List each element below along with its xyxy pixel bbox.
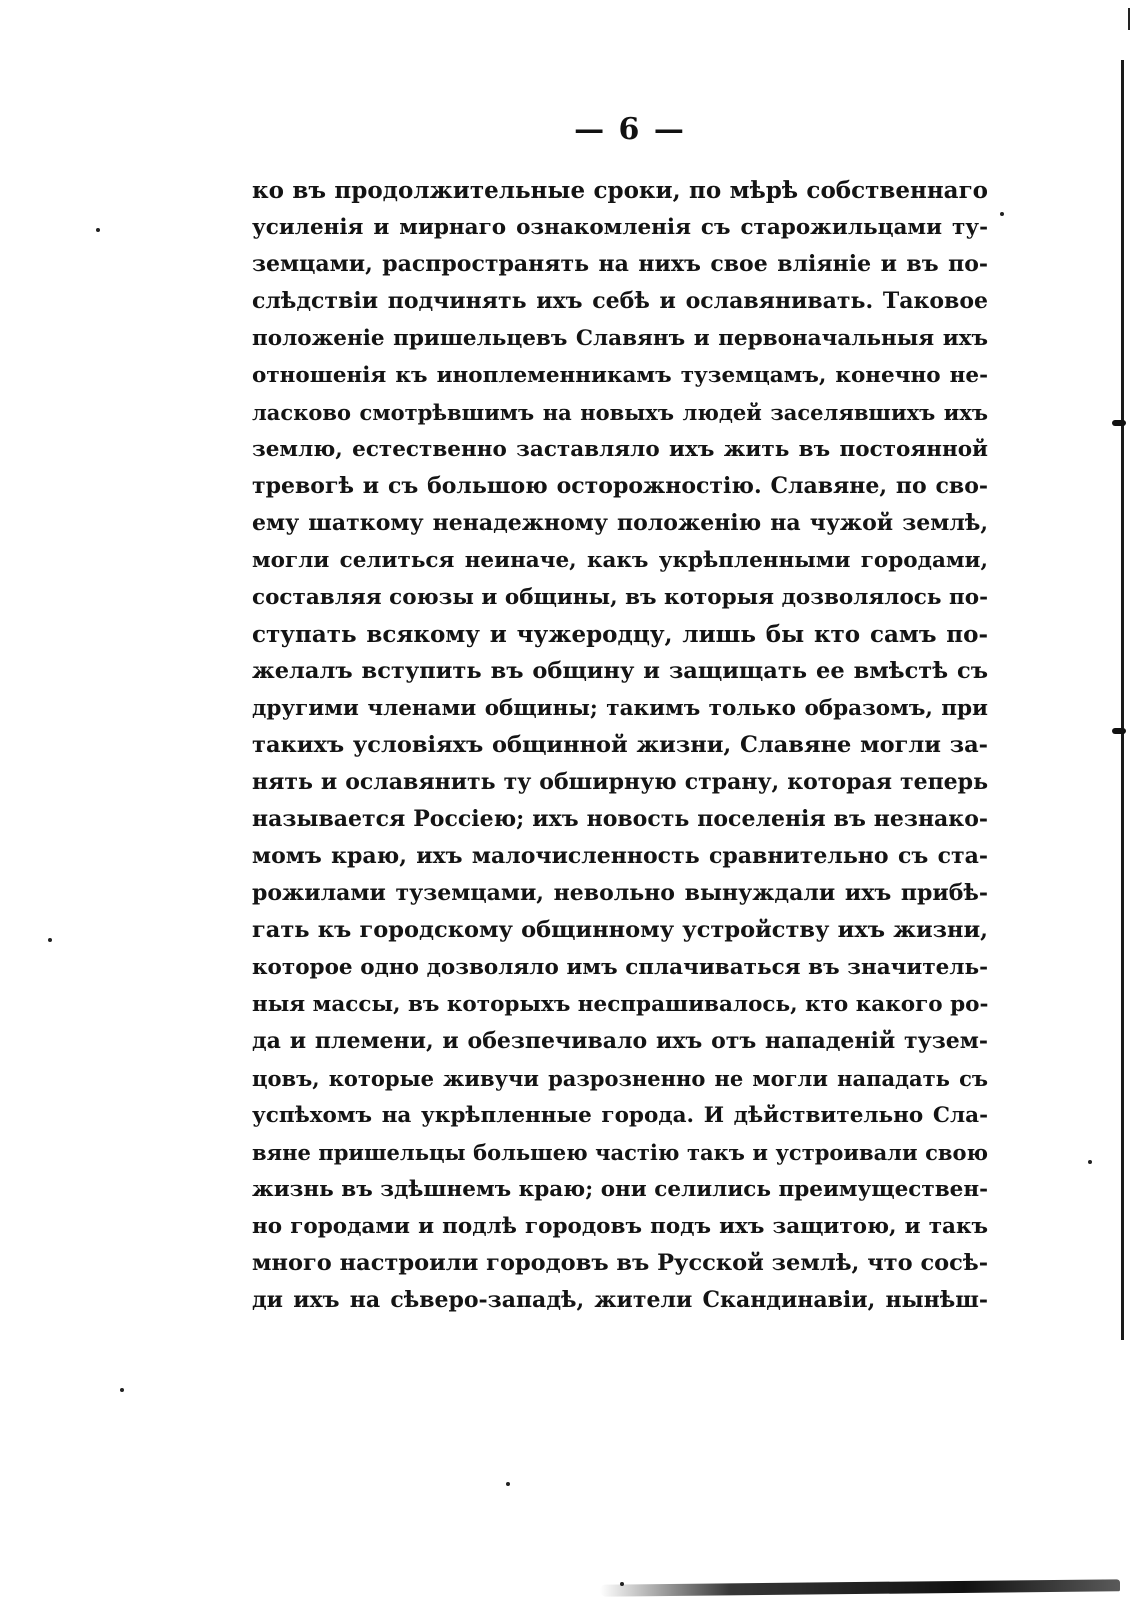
scan-edge-line	[1121, 60, 1124, 1340]
text-line: ко въ продолжительные сроки, по мѣрѣ собственнаго	[252, 177, 988, 204]
scan-edge-tick	[1128, 8, 1130, 30]
text-line: тревогѣ и съ большою осторожностію. Славяне, по сво-	[252, 473, 988, 499]
text-line: такихъ условіяхъ общинной жизни, Славяне могли за-	[252, 732, 988, 758]
text-line: слѣдствіи подчинять ихъ себѣ и ославянивать. Таковое	[252, 288, 988, 314]
text-line: нять и ославянить ту обширную страну, которая теперь	[252, 769, 988, 795]
text-line: много настроили городовъ въ Русской землѣ, что сосѣ-	[252, 1250, 989, 1276]
scan-bottom-smear	[600, 1579, 1120, 1596]
text-line: земцами, распространять на нихъ свое вліяніе и въ по-	[252, 251, 988, 277]
text-line: которое одно дозволяло имъ сплачиваться въ значитель-	[252, 955, 988, 980]
scan-speck	[1088, 1160, 1092, 1164]
text-line: жизнь въ здѣшнемъ краю; они селились преимуществен-	[252, 1177, 988, 1202]
scan-speck	[1000, 212, 1004, 216]
text-line: ди ихъ на сѣверо-западѣ, жители Скандинавіи, нынѣш-	[252, 1287, 988, 1313]
text-line: называется Россіею; ихъ новость поселенія въ незнако-	[252, 806, 988, 832]
scan-speck	[96, 228, 100, 232]
text-line: составляя союзы и общины, въ которыя дозволялось по-	[252, 585, 988, 610]
text-line: желалъ вступить въ общину и защищать ее вмѣстѣ съ	[252, 658, 988, 684]
page-number: — 6 —	[574, 112, 686, 147]
text-line: землю, естественно заставляло ихъ жить въ постоянной	[252, 437, 988, 462]
text-line: положеніе пришельцевъ Славянъ и первоначальныя ихъ	[252, 326, 988, 351]
scan-edge-mark	[1112, 420, 1126, 426]
text-line: ныя массы, въ которыхъ неспрашивалось, кто какого ро-	[252, 992, 989, 1017]
text-line: гать къ городскому общинному устройству ихъ жизни,	[252, 917, 988, 943]
text-line: рожилами туземцами, невольно вынуждали ихъ прибѣ-	[252, 880, 988, 906]
text-line: могли селиться неиначе, какъ укрѣпленными городами,	[252, 548, 988, 573]
text-line: другими членами общины; такимъ только образомъ, при	[252, 696, 988, 721]
text-line: ласково смотрѣвшимъ на новыхъ людей заселявшихъ ихъ	[252, 400, 988, 425]
text-line: да и племени, и обезпечивало ихъ отъ нападеній тузем-	[252, 1028, 988, 1054]
text-line: вяне пришельцы большею частію такъ и устроивали свою	[252, 1140, 988, 1165]
text-line: отношенія къ иноплеменникамъ туземцамъ, конечно не-	[252, 363, 988, 388]
text-line: но городами и подлѣ городовъ подъ ихъ защитою, и такъ	[252, 1214, 988, 1239]
scan-speck	[506, 1482, 510, 1486]
scan-speck	[120, 1388, 124, 1392]
text-line: цовъ, которые живучи разрозненно не могли нападать съ	[252, 1066, 988, 1091]
text-line: усиленія и мирнаго ознакомленія съ старожильцами ту-	[252, 215, 988, 240]
scan-speck	[48, 938, 52, 942]
text-line: ему шаткому ненадежному положенію на чужой землѣ,	[252, 510, 988, 536]
body-text	[252, 172, 988, 1319]
scan-edge-mark	[1112, 728, 1126, 734]
text-line: ступать всякому и чужеродцу, лишь бы кто самъ по-	[252, 621, 988, 648]
text-line: момъ краю, ихъ малочисленность сравнительно съ ста-	[252, 843, 988, 869]
text-line: успѣхомъ на укрѣпленные города. И дѣйствительно Сла-	[252, 1103, 988, 1128]
